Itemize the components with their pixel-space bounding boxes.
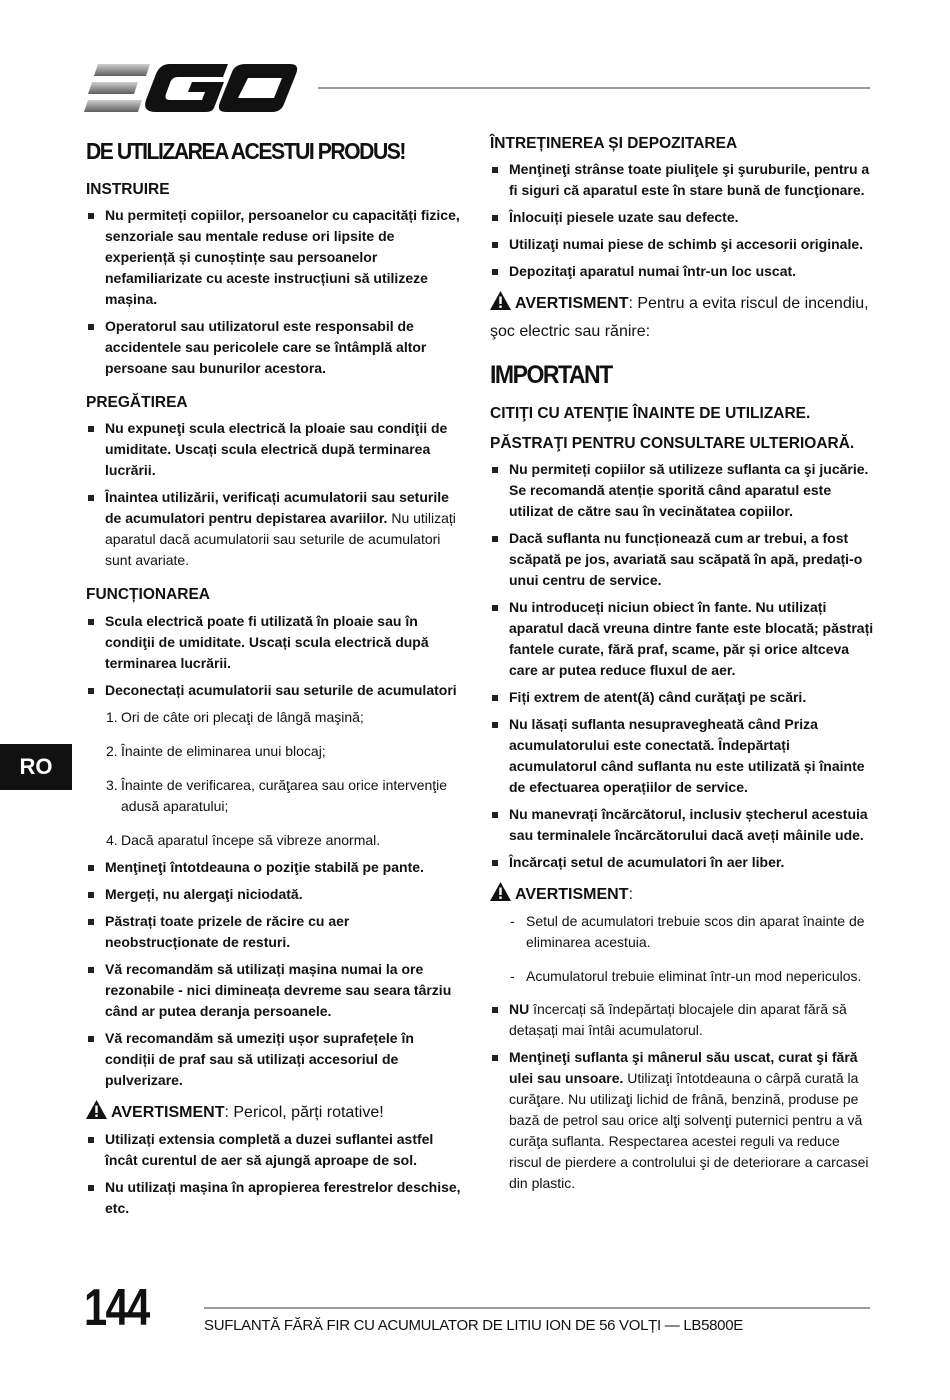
footer-product-title: SUFLANTĂ FĂRĂ FIR CU ACUMULATOR DE LITIU ION DE 56 VOLȚI — LB5800E (204, 1317, 743, 1334)
numbered-item: 2. Înainte de eliminarea unui blocaj; (106, 742, 326, 759)
warning-list (86, 1129, 466, 1219)
list-item: Operatorul sau utilizatorul este responsabil de accidentele sau pericolele care se întâmplă altor persoane sau bunurilor acestora. (86, 316, 466, 379)
read-carefully: CITIŢI CU ATENŢIE ÎNAINTE DE UTILIZARE. (490, 405, 811, 423)
section-title-pregatirea: PREGĂTIREA (86, 393, 188, 411)
item-normal-text: Nu utilizați aparatul dacă acumulatorii sau seturile de acumulatori sunt avariate. (105, 510, 456, 569)
list-item: Vă recomandăm să umeziți ușor suprafețele în condiții de praf sau să utilizați accesoriul de pulverizare. (86, 1028, 466, 1091)
list-item: Vă recomandăm să utilizați mașina numai la ore rezonabile - nici dimineața devreme sau seara târziu când ar putea deranja persoanele. (86, 959, 466, 1022)
list-item: NU încercați să îndepărtați blocajele din aparat fără să detașați mai întâi acumulatorul. (490, 999, 874, 1041)
item-bold-text: Înaintea utilizării, verificați acumulatorii sau seturile de acumulatori pentru depistarea avariilor. (105, 489, 449, 527)
warning-triangle-icon (86, 1100, 107, 1119)
list-item: Dacă suflanta nu funcționează cum ar trebui, a fost scăpată pe jos, avariată sau scăpată în apă, predați-o unui centru de service. (490, 528, 874, 591)
language-tab-ro: RO (0, 744, 72, 790)
footer-rule (204, 1307, 870, 1309)
list-item: Menţineţi strânse toate piuliţele şi şuruburile, pentru a fi siguri că aparatul este în stare bună de funcţionare. (490, 159, 874, 201)
list-item: Menţineţi suflanta şi mânerul său uscat, curat şi fără ulei sau unsoare. Utilizaţi întotdeauna o cârpă curată la curăţare. Nu utilizaţi lichid de frână, benzină, produse pe bază de petrol sau orice alţi solvenţi puternici pentru a vă curăţa suflanta. Respectarea acestei reguli va reduce riscul de pierdere a controlului şi de deteriorare a carcasei din plastic. (490, 1047, 874, 1194)
list-item: Utilizaţi numai piese de schimb şi accesorii originale. (490, 234, 874, 255)
left-column (86, 132, 466, 1219)
list-item: Menţineţi întotdeauna o poziţie stabilă pe pante. (86, 857, 466, 878)
right-column (490, 132, 874, 1194)
section-title-instruire: INSTRUIRE (86, 180, 170, 198)
list-item: Înlocuiți piesele uzate sau defecte. (490, 207, 874, 228)
important-heading: IMPORTANT (490, 361, 612, 390)
instruire-list (86, 205, 466, 379)
final-list (490, 999, 874, 1194)
list-item: Nu introduceți niciun obiect în fante. Nu utilizați aparatul dacă vreuna dintre fante este blocată; păstrați fantele curate, fără praf, scame, păr și orice altceva care ar putea reduce fluxul de aer. (490, 597, 874, 681)
warning-rotating-parts: AVERTISMENT: Pericol, părți rotative! (86, 1099, 466, 1127)
functionarea-list (86, 611, 466, 701)
list-item: Încărcați setul de acumulatori în aer liber. (490, 852, 874, 873)
list-item: Depozitaţi aparatul numai într-un loc uscat. (490, 261, 874, 282)
list-item: Nu lăsați suflanta nesupravegheată când Priza acumulatorului este conectată. Îndepărtați acumulatorul când suflanta nu este utilizată și înainte de efectuarea operațiilor de service. (490, 714, 874, 798)
list-item: Utilizați extensia completă a duzei suflantei astfel încât curentul de aer să ajungă aproape de sol. (86, 1129, 466, 1171)
dash-item: - Acumulatorul trebuie eliminat într-un mod nepericulos. (510, 966, 874, 987)
warning-triangle-icon (490, 882, 511, 901)
left-heading: DE UTILIZAREA ACESTUI PRODUS! (86, 138, 405, 164)
list-item: Nu utilizați mașina în apropierea ferestrelor deschise, etc. (86, 1177, 466, 1219)
list-item: Păstrați toate prizele de răcire cu aer neobstrucționate de resturi. (86, 911, 466, 953)
list-item: Deconectați acumulatorii sau seturile de acumulatori (86, 680, 466, 701)
list-item: Nu manevrați încărcătorul, inclusiv ștecherul acestuia sau terminalele încărcătorului dacă aveți mâinile ude. (490, 804, 874, 846)
maintenance-list (490, 159, 874, 282)
list-item: Fiți extrem de atent(ă) când curățaţi pe scări. (490, 687, 874, 708)
list-item (86, 487, 466, 571)
section-title-functionarea: FUNCȚIONAREA (86, 586, 210, 604)
functionarea-list-2 (86, 857, 466, 1091)
warning-battery: AVERTISMENT: (490, 881, 874, 909)
ego-logo (84, 62, 298, 116)
list-item: Mergeți, nu alergaţi niciodată. (86, 884, 466, 905)
list-item: Scula electrică poate fi utilizată în ploaie sau în condiţii de umiditate. Uscați scula electrică după terminarea lucrării. (86, 611, 466, 674)
warning-fire-shock: AVERTISMENT: Pentru a evita riscul de incendiu, şoc electric sau rănire: (490, 290, 874, 346)
header-rule (318, 87, 870, 89)
keep-for-reference: PĂSTRAŢI PENTRU CONSULTARE ULTERIOARĂ. (490, 434, 855, 452)
list-item: Nu expuneţi scula electrică la ploaie sau condiţii de umiditate. Uscați scula electrică după terminarea lucrării. (86, 418, 466, 481)
list-item: Nu permiteți copiilor, persoanelor cu capacități fizice, senzoriale sau mentale reduse ori lipsite de experiență și cunoștințe sau persoanelor nefamiliarizate cu aceste instrucțiuni să utilizeze mașina. (86, 205, 466, 310)
numbered-item: 1. Ori de câte ori plecaţi de lângă maşină; (106, 708, 364, 725)
numbered-item: 4. Dacă aparatul începe să vibreze anormal. (106, 831, 381, 848)
numbered-list (86, 707, 466, 851)
pregatirea-list (86, 418, 466, 571)
important-list (490, 459, 874, 873)
battery-dash-list (490, 911, 874, 987)
section-title-maintenance: ÎNTREȚINEREA ȘI DEPOZITAREA (490, 135, 738, 152)
warning-triangle-icon (490, 291, 511, 310)
list-item: Nu permiteți copiilor să utilizeze suflanta ca şi jucărie. Se recomandă atenție sporită când aparatul este utilizat de către sau în vecinătatea copiilor. (490, 459, 874, 522)
dash-item: - Setul de acumulatori trebuie scos din aparat înainte de eliminarea acestuia. (510, 911, 874, 953)
page-number: 144 (84, 1279, 149, 1337)
numbered-item: 3. Înainte de verificarea, curăţarea sau orice intervenţie adusă aparatului; (106, 776, 448, 814)
